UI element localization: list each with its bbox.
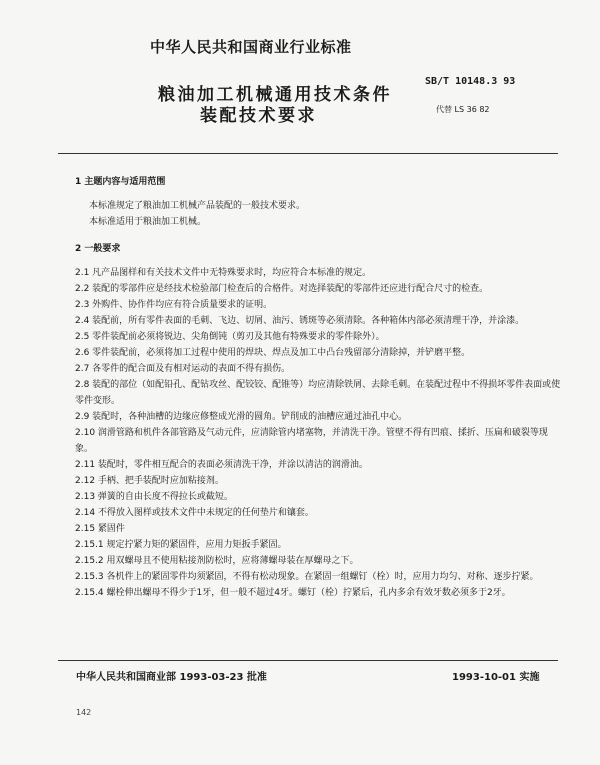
standard-type-heading: 中华人民共和国商业行业标准 [150,38,352,56]
document-title-line1: 粮油加工机械通用技术条件 [158,85,392,105]
clause: 2.15 紧固件 [75,524,125,534]
page-number: 142 [76,708,92,717]
clause: 2.15.4 螺栓伸出螺母不得少于1牙，但一般不超过4牙。螺钉（栓）拧紧后，孔内多余有效牙数必须多于2牙。 [75,588,511,598]
footer-divider [58,660,558,661]
clause: 2.9 装配时，各种油槽的边缘应修整成光滑的圆角。铲削成的油槽应通过油孔中心。 [75,412,408,422]
replaces-note: 代替 LS 36 82 [436,105,490,114]
clause: 2.1 凡产品图样和有关技术文件中无特殊要求时，均应符合本标准的规定。 [75,268,372,278]
clause: 2.11 装配时，零件相互配合的表面必须清洗干净，并涂以清洁的润滑油。 [75,460,368,470]
approval-line: 中华人民共和国商业部 1993-03-23 批准 [76,672,267,683]
clause: 2.2 装配的零部件应是经技术检验部门检查后的合格件。对选择装配的零部件还应进行配合尺寸的检查。 [75,284,489,294]
clause: 2.7 各零件的配合面及有相对运动的表面不得有损伤。 [75,364,291,374]
clause: 2.15.1 规定拧紧力矩的紧固件，应用力矩扳手紧固。 [75,540,287,550]
clause: 2.3 外购件、协作件均应有符合质量要求的证明。 [75,300,273,310]
section-heading: 1 主题内容与适用范围 [75,177,166,187]
clause: 2.15.2 用双螺母且不使用粘接剂防松时，应将薄螺母装在厚螺母之下。 [75,556,359,566]
document-title-line2: 装配技术要求 [200,106,317,126]
section-heading: 2 一般要求 [75,244,121,254]
clause: 2.10 润滑管路和机件各部管路及气动元件，应清除管内堵塞物，并清洗干净。管壁不得有凹痕、揉折、压扁和破裂等现象。 [75,428,548,454]
clause: 2.12 手柄、把手装配时应加粘接剂。 [75,476,224,486]
header-divider [58,153,558,154]
implementation-date: 1993-10-01 实施 [452,672,540,683]
clause: 2.5 零件装配前必须将锐边、尖角倒钝（剪刃及其他有特殊要求的零件除外）。 [75,332,385,342]
clause: 2.15.3 各机件上的紧固零件均须紧固，不得有松动现象。在紧固一组螺钉（栓）时，应用力均匀、对称、逐步拧紧。 [75,572,539,582]
paragraph: 本标准规定了粮油加工机械产品装配的一般技术要求。 [89,201,306,211]
document-body [75,174,565,601]
standard-code: SB/T 10148.3 93 [425,76,516,87]
clause: 2.13 弹簧的自由长度不得拉长或截短。 [75,492,233,502]
clause: 2.4 装配前，所有零件表面的毛刺、飞边、切屑、油污、锈斑等必须清除。各种箱体内部必须清理干净，并涂漆。 [75,316,525,326]
clause: 2.6 零件装配前，必须将加工过程中使用的焊块、焊点及加工中凸台残留部分清除掉，并铲磨平整。 [75,348,471,358]
clause: 2.14 不得放入图样或技术文件中未规定的任何垫片和镶套。 [75,508,314,518]
paragraph: 本标准适用于粮油加工机械。 [89,217,207,227]
clause: 2.8 装配的部位（如配铅孔、配钻攻丝、配铰铰、配锥等）均应清除铁屑、去除毛刺。在装配过程中不得损坏零件表面或使零件变形。 [75,380,561,406]
